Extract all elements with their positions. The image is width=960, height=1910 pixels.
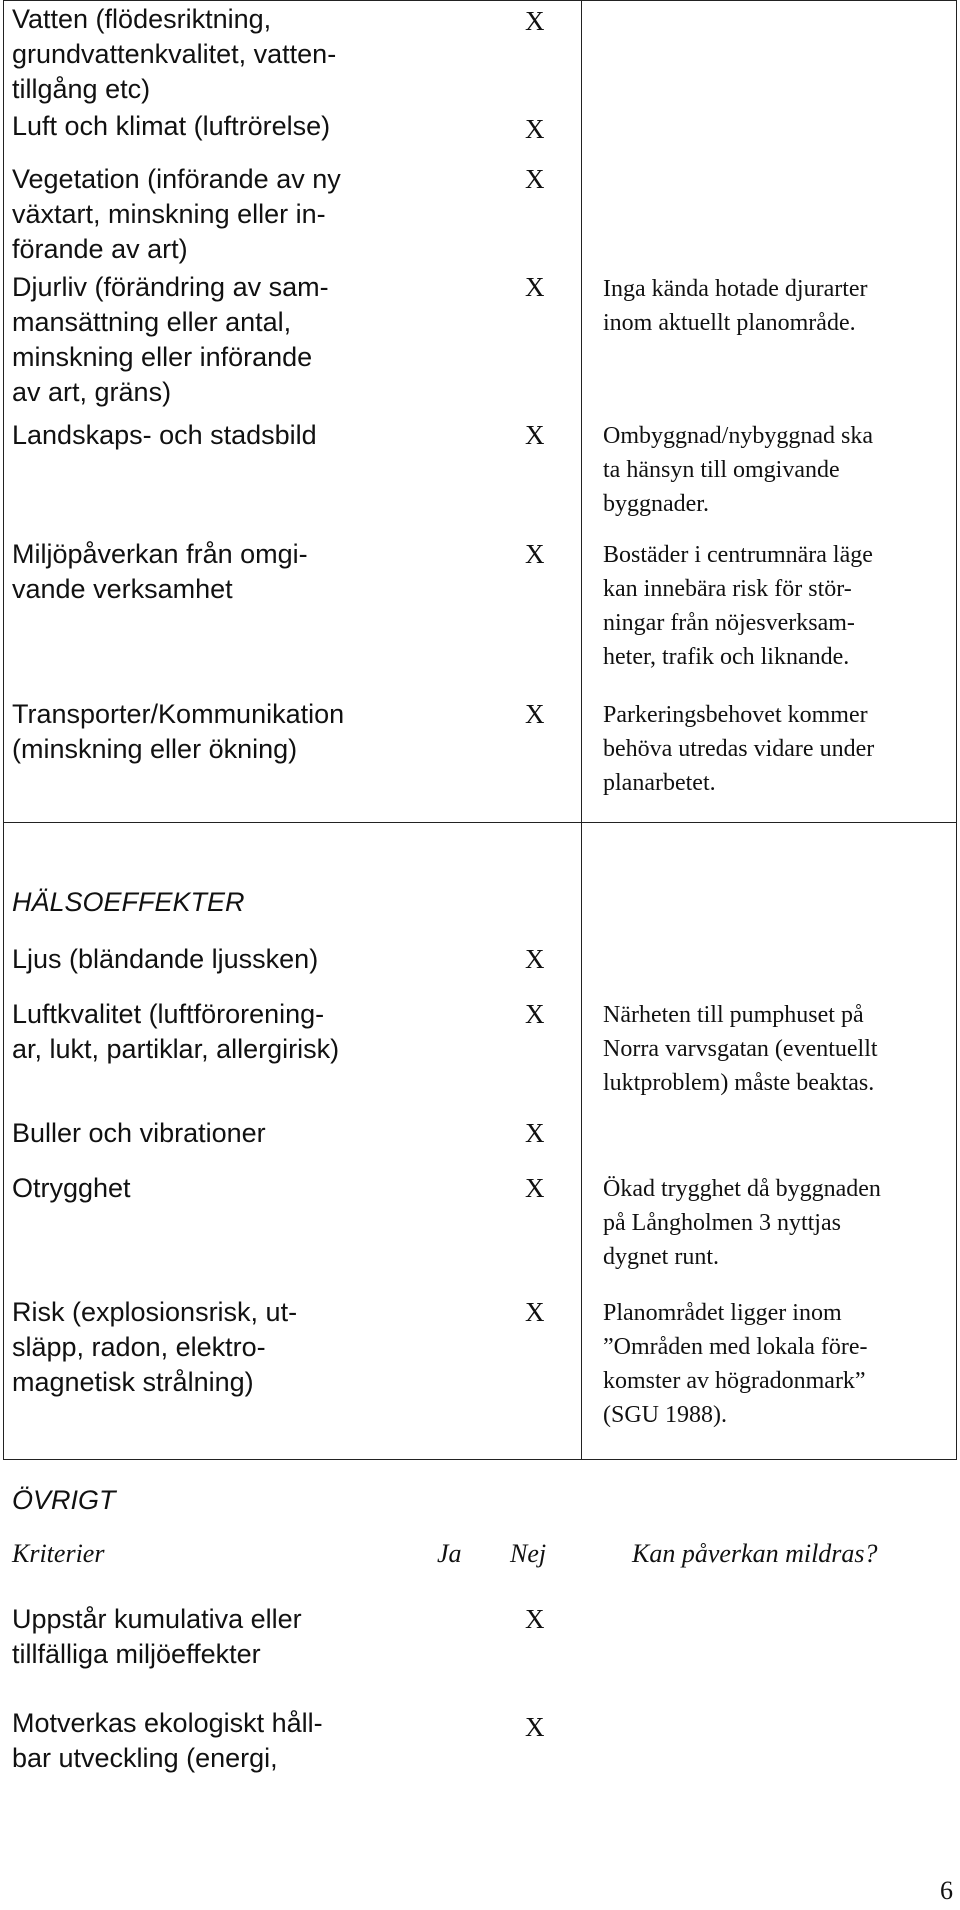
row-label: Djurliv (förändring av sam- mansättning eller antal, minskning eller införande av art, gräns) xyxy=(12,272,329,407)
section-heading-other: ÖVRIGT xyxy=(12,1485,116,1515)
mark-x: X xyxy=(525,272,545,302)
mark-x: X xyxy=(525,539,545,569)
row-comment: Bostäder i centrumnära läge kan innebära risk för stör- ningar från nöjesverksam- heter, trafik och liknande. xyxy=(603,542,873,670)
row-comment: Ökad trygghet då byggnaden på Långholmen 3 nyttjas dygnet runt. xyxy=(603,1176,881,1270)
mark-x: X xyxy=(525,114,545,144)
row-label: Risk (explosionsrisk, ut- släpp, radon, elektro- magnetisk strålning) xyxy=(12,1297,298,1397)
mark-x: X xyxy=(525,1118,545,1148)
row-label: Uppstår kumulativa eller tillfälliga miljöeffekter xyxy=(12,1604,302,1669)
row-comment: Parkeringsbehovet kommer behöva utredas vidare under planarbetet. xyxy=(603,702,875,796)
section-heading-health: HÄLSOEFFEKTER xyxy=(12,887,245,917)
row-label: Miljöpåverkan från omgi- vande verksamhet xyxy=(12,539,308,604)
row-comment: Ombyggnad/nybyggnad ska ta hänsyn till omgivande byggnader. xyxy=(603,423,873,517)
mark-x: X xyxy=(525,1173,545,1203)
row-label: Luft och klimat (luftrörelse) xyxy=(12,111,331,141)
row-label: Landskaps- och stadsbild xyxy=(12,420,317,450)
mark-x: X xyxy=(525,1604,545,1634)
row-comment: Inga kända hotade djurarter inom aktuellt planområde. xyxy=(603,276,868,336)
row-comment: Planområdet ligger inom ”Områden med lokala före- komster av högradonmark” (SGU 1988). xyxy=(603,1300,868,1428)
criteria-header: Kriterier xyxy=(12,1539,105,1568)
mark-x: X xyxy=(525,164,545,194)
column-divider xyxy=(581,823,582,1460)
no-header: Nej xyxy=(510,1539,547,1568)
mark-x: X xyxy=(525,1712,545,1742)
row-comment: Närheten till pumphuset på Norra varvsgatan (eventuellt luktproblem) måste beaktas. xyxy=(603,1002,878,1096)
row-label: Motverkas ekologiskt håll- bar utveckling (energi, xyxy=(12,1708,323,1773)
mark-x: X xyxy=(525,699,545,729)
column-divider xyxy=(581,1,582,824)
mark-x: X xyxy=(525,420,545,450)
mark-x: X xyxy=(525,999,545,1029)
row-label: Buller och vibrationer xyxy=(12,1118,266,1148)
yes-header: Ja xyxy=(437,1539,462,1568)
row-label: Ljus (bländande ljussken) xyxy=(12,944,319,974)
row-label: Vegetation (införande av ny växtart, minskning eller in- förande av art) xyxy=(12,164,341,264)
mitigation-header: Kan påverkan mildras? xyxy=(632,1539,878,1568)
row-label: Vatten (flödesriktning, grundvattenkvalitet, vatten- tillgång etc) xyxy=(12,4,337,104)
row-label: Luftkvalitet (luftförorening- ar, lukt, partiklar, allergirisk) xyxy=(12,999,340,1064)
row-label: Transporter/Kommunikation (minskning eller ökning) xyxy=(12,699,345,764)
page-number: 6 xyxy=(940,1876,953,1905)
mark-x: X xyxy=(525,6,545,36)
mark-x: X xyxy=(525,944,545,974)
mark-x: X xyxy=(525,1297,545,1327)
row-label: Otrygghet xyxy=(12,1173,131,1203)
